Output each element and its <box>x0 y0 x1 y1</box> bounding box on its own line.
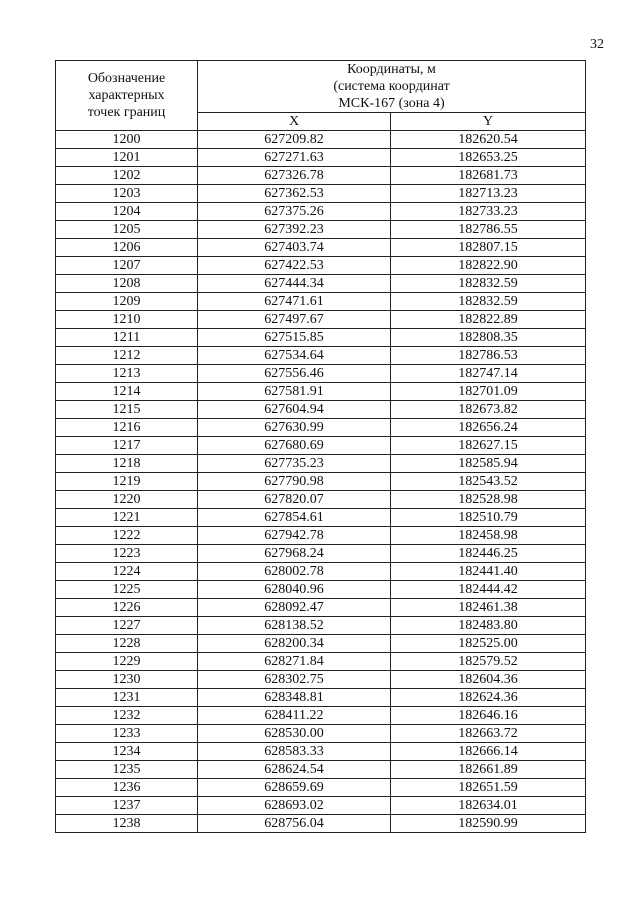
y-coordinate-cell: 182444.42 <box>391 581 586 599</box>
point-cell: 1223 <box>56 545 198 563</box>
x-coordinate-cell: 627630.99 <box>198 419 391 437</box>
y-coordinate-cell: 182483.80 <box>391 617 586 635</box>
x-coordinate-cell: 627403.74 <box>198 239 391 257</box>
point-designation-header <box>56 61 198 131</box>
point-cell: 1218 <box>56 455 198 473</box>
table-row <box>56 311 586 329</box>
x-coordinate-cell: 627854.61 <box>198 509 391 527</box>
point-cell: 1206 <box>56 239 198 257</box>
y-coordinate-cell: 182461.38 <box>391 599 586 617</box>
coords-header-line-1: Координаты, м <box>347 62 436 77</box>
x-column-header: X <box>198 113 391 131</box>
y-coordinate-cell: 182543.52 <box>391 473 586 491</box>
y-coordinate-cell: 182653.25 <box>391 149 586 167</box>
y-coordinate-cell: 182661.89 <box>391 761 586 779</box>
table-row <box>56 293 586 311</box>
x-coordinate-cell: 628530.00 <box>198 725 391 743</box>
point-cell: 1228 <box>56 635 198 653</box>
table-row <box>56 689 586 707</box>
y-coordinate-cell: 182627.15 <box>391 437 586 455</box>
table-row <box>56 581 586 599</box>
table-row <box>56 725 586 743</box>
point-cell: 1231 <box>56 689 198 707</box>
y-coordinate-cell: 182634.01 <box>391 797 586 815</box>
point-header-line-2: характерных <box>88 88 165 103</box>
point-cell: 1202 <box>56 167 198 185</box>
x-coordinate-cell: 627497.67 <box>198 311 391 329</box>
y-coordinate-cell: 182701.09 <box>391 383 586 401</box>
x-coordinate-cell: 627534.64 <box>198 347 391 365</box>
point-cell: 1232 <box>56 707 198 725</box>
x-coordinate-cell: 628756.04 <box>198 815 391 833</box>
point-cell: 1224 <box>56 563 198 581</box>
x-coordinate-cell: 628138.52 <box>198 617 391 635</box>
x-coordinate-cell: 628693.02 <box>198 797 391 815</box>
y-coordinate-cell: 182713.23 <box>391 185 586 203</box>
x-coordinate-cell: 628271.84 <box>198 653 391 671</box>
x-coordinate-cell: 627362.53 <box>198 185 391 203</box>
table-row <box>56 401 586 419</box>
point-cell: 1220 <box>56 491 198 509</box>
table-row <box>56 545 586 563</box>
y-coordinate-cell: 182807.15 <box>391 239 586 257</box>
point-cell: 1217 <box>56 437 198 455</box>
table-row <box>56 257 586 275</box>
table-row <box>56 239 586 257</box>
x-coordinate-cell: 628624.54 <box>198 761 391 779</box>
point-cell: 1215 <box>56 401 198 419</box>
x-coordinate-cell: 628040.96 <box>198 581 391 599</box>
table-row <box>56 491 586 509</box>
y-coordinate-cell: 182656.24 <box>391 419 586 437</box>
x-coordinate-cell: 627581.91 <box>198 383 391 401</box>
y-coordinate-cell: 182651.59 <box>391 779 586 797</box>
y-coordinate-cell: 182604.36 <box>391 671 586 689</box>
point-cell: 1214 <box>56 383 198 401</box>
y-coordinate-cell: 182646.16 <box>391 707 586 725</box>
coordinates-table <box>55 60 586 833</box>
y-coordinate-cell: 182510.79 <box>391 509 586 527</box>
table-row <box>56 365 586 383</box>
table-row <box>56 347 586 365</box>
y-coordinate-cell: 182808.35 <box>391 329 586 347</box>
table-row <box>56 329 586 347</box>
point-cell: 1238 <box>56 815 198 833</box>
table-row <box>56 815 586 833</box>
y-coordinate-cell: 182681.73 <box>391 167 586 185</box>
point-cell: 1207 <box>56 257 198 275</box>
x-coordinate-cell: 627422.53 <box>198 257 391 275</box>
point-cell: 1230 <box>56 671 198 689</box>
point-cell: 1235 <box>56 761 198 779</box>
y-coordinate-cell: 182822.89 <box>391 311 586 329</box>
table-row <box>56 419 586 437</box>
x-coordinate-cell: 628302.75 <box>198 671 391 689</box>
y-coordinate-cell: 182585.94 <box>391 455 586 473</box>
x-coordinate-cell: 627392.23 <box>198 221 391 239</box>
x-coordinate-cell: 628092.47 <box>198 599 391 617</box>
point-cell: 1216 <box>56 419 198 437</box>
x-coordinate-cell: 627556.46 <box>198 365 391 383</box>
table-row <box>56 779 586 797</box>
x-coordinate-cell: 627444.34 <box>198 275 391 293</box>
x-coordinate-cell: 627968.24 <box>198 545 391 563</box>
y-coordinate-cell: 182733.23 <box>391 203 586 221</box>
point-cell: 1233 <box>56 725 198 743</box>
y-coordinate-cell: 182624.36 <box>391 689 586 707</box>
point-header-line-3: точек границ <box>87 105 166 120</box>
point-cell: 1226 <box>56 599 198 617</box>
table-body <box>56 131 586 833</box>
y-coordinate-cell: 182620.54 <box>391 131 586 149</box>
table-row <box>56 473 586 491</box>
point-cell: 1221 <box>56 509 198 527</box>
table-row <box>56 653 586 671</box>
table-row <box>56 437 586 455</box>
y-coordinate-cell: 182579.52 <box>391 653 586 671</box>
table-row <box>56 149 586 167</box>
point-header-line-1: Обозначение <box>87 71 166 86</box>
y-coordinate-cell: 182590.99 <box>391 815 586 833</box>
table-row <box>56 203 586 221</box>
table-row <box>56 167 586 185</box>
point-cell: 1236 <box>56 779 198 797</box>
table-row <box>56 707 586 725</box>
table-row <box>56 131 586 149</box>
point-cell: 1219 <box>56 473 198 491</box>
point-cell: 1205 <box>56 221 198 239</box>
table-row <box>56 527 586 545</box>
y-coordinate-cell: 182786.53 <box>391 347 586 365</box>
point-cell: 1234 <box>56 743 198 761</box>
point-cell: 1213 <box>56 365 198 383</box>
x-coordinate-cell: 627471.61 <box>198 293 391 311</box>
page-number: 32 <box>590 37 604 52</box>
point-cell: 1204 <box>56 203 198 221</box>
point-cell: 1203 <box>56 185 198 203</box>
x-coordinate-cell: 627820.07 <box>198 491 391 509</box>
point-cell: 1208 <box>56 275 198 293</box>
y-coordinate-cell: 182446.25 <box>391 545 586 563</box>
table-row <box>56 671 586 689</box>
x-coordinate-cell: 627735.23 <box>198 455 391 473</box>
y-coordinate-cell: 182458.98 <box>391 527 586 545</box>
x-coordinate-cell: 627604.94 <box>198 401 391 419</box>
point-cell: 1237 <box>56 797 198 815</box>
y-coordinate-cell: 182786.55 <box>391 221 586 239</box>
y-coordinate-cell: 182822.90 <box>391 257 586 275</box>
x-coordinate-cell: 628348.81 <box>198 689 391 707</box>
y-coordinate-cell: 182663.72 <box>391 725 586 743</box>
table-row <box>56 797 586 815</box>
x-coordinate-cell: 627680.69 <box>198 437 391 455</box>
y-coordinate-cell: 182525.00 <box>391 635 586 653</box>
y-coordinate-cell: 182747.14 <box>391 365 586 383</box>
point-cell: 1211 <box>56 329 198 347</box>
x-coordinate-cell: 627790.98 <box>198 473 391 491</box>
x-coordinate-cell: 627515.85 <box>198 329 391 347</box>
y-coordinate-cell: 182441.40 <box>391 563 586 581</box>
point-cell: 1210 <box>56 311 198 329</box>
table-row <box>56 275 586 293</box>
point-cell: 1212 <box>56 347 198 365</box>
table-row <box>56 455 586 473</box>
table-row <box>56 221 586 239</box>
y-coordinate-cell: 182666.14 <box>391 743 586 761</box>
point-cell: 1209 <box>56 293 198 311</box>
coordinates-header <box>198 61 586 113</box>
table-row <box>56 743 586 761</box>
table-row <box>56 185 586 203</box>
x-coordinate-cell: 628411.22 <box>198 707 391 725</box>
point-cell: 1222 <box>56 527 198 545</box>
y-coordinate-cell: 182673.82 <box>391 401 586 419</box>
x-coordinate-cell: 627326.78 <box>198 167 391 185</box>
y-coordinate-cell: 182832.59 <box>391 275 586 293</box>
y-column-header: Y <box>391 113 586 131</box>
x-coordinate-cell: 627209.82 <box>198 131 391 149</box>
point-cell: 1225 <box>56 581 198 599</box>
y-coordinate-cell: 182832.59 <box>391 293 586 311</box>
table-row <box>56 383 586 401</box>
table-row <box>56 761 586 779</box>
table-row <box>56 563 586 581</box>
x-coordinate-cell: 628583.33 <box>198 743 391 761</box>
x-coordinate-cell: 628659.69 <box>198 779 391 797</box>
x-coordinate-cell: 627271.63 <box>198 149 391 167</box>
table-row <box>56 509 586 527</box>
point-cell: 1229 <box>56 653 198 671</box>
x-coordinate-cell: 628002.78 <box>198 563 391 581</box>
coords-header-line-3: МСК-167 (зона 4) <box>338 96 445 111</box>
x-coordinate-cell: 627942.78 <box>198 527 391 545</box>
point-cell: 1227 <box>56 617 198 635</box>
x-coordinate-cell: 628200.34 <box>198 635 391 653</box>
y-coordinate-cell: 182528.98 <box>391 491 586 509</box>
table-row <box>56 635 586 653</box>
table-row <box>56 599 586 617</box>
x-coordinate-cell: 627375.26 <box>198 203 391 221</box>
point-cell: 1201 <box>56 149 198 167</box>
point-cell: 1200 <box>56 131 198 149</box>
table-row <box>56 617 586 635</box>
coords-header-line-2: (система координат <box>333 79 450 94</box>
